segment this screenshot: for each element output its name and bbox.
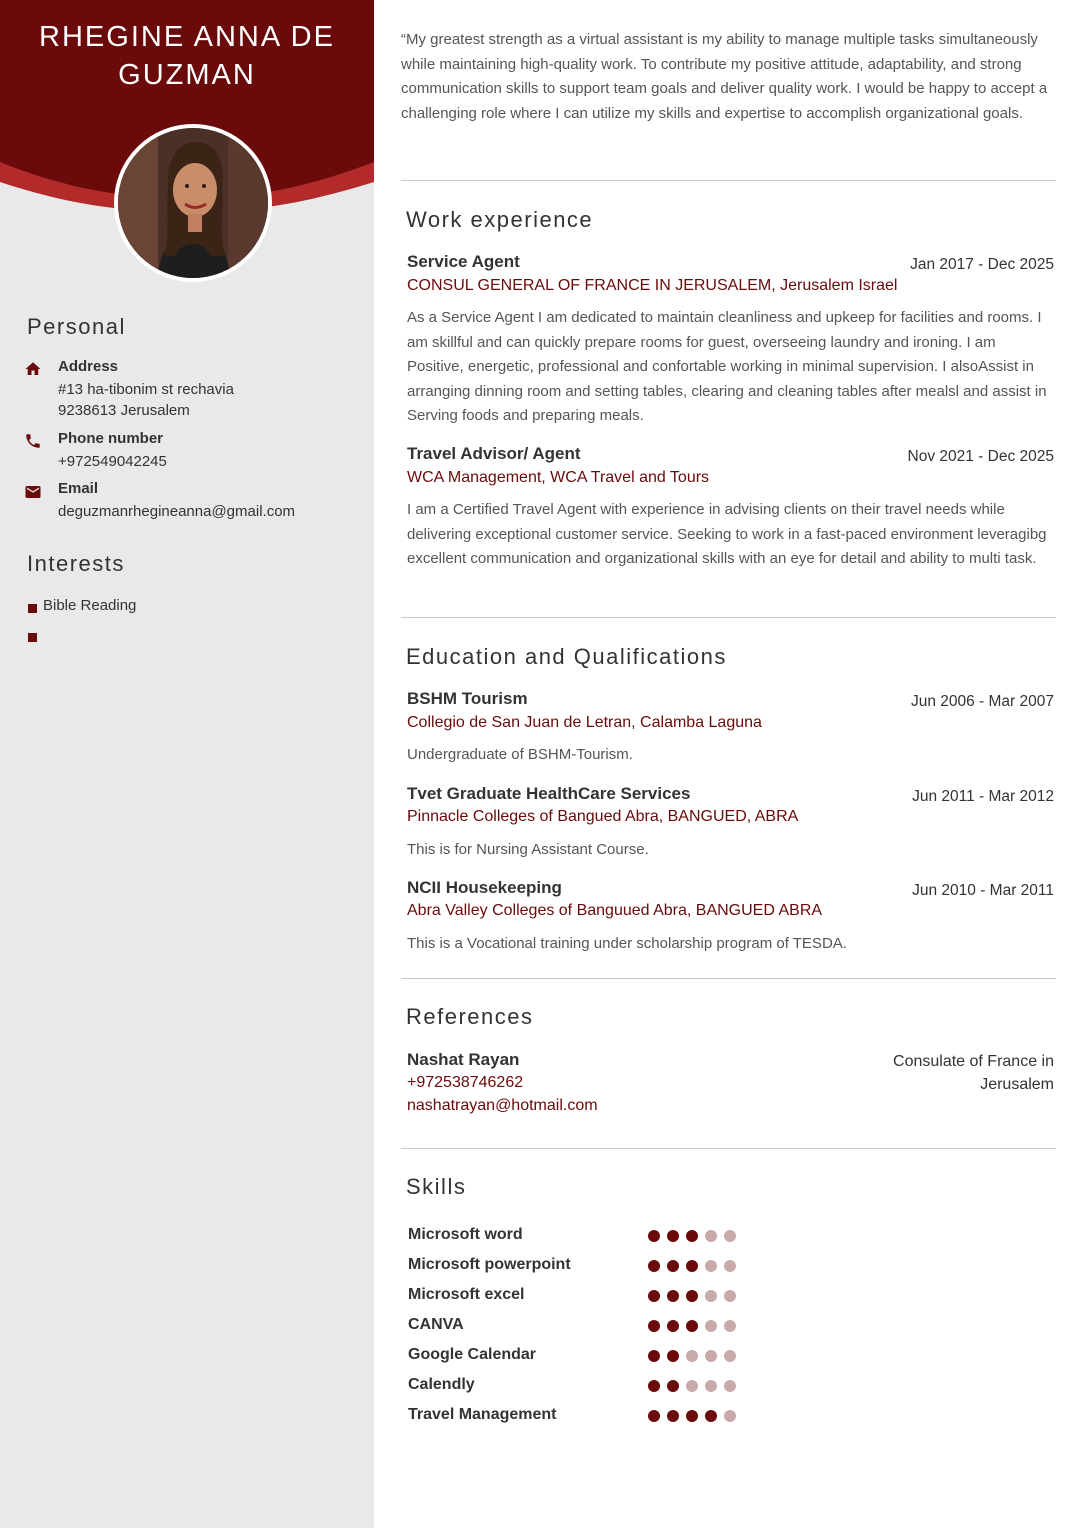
rating-dot-filled (648, 1410, 660, 1422)
skill-name: Microsoft excel (408, 1286, 525, 1303)
rating-dot-filled (667, 1410, 679, 1422)
personal-heading: Personal (27, 314, 126, 339)
education-title: Tvet Graduate HealthCare Services (407, 784, 691, 803)
email-value: deguzmanrhegineanna@gmail.com (58, 503, 296, 520)
rating-dot-filled (648, 1350, 660, 1362)
rating-dot-filled (686, 1260, 698, 1272)
skill-name: CANVA (408, 1316, 464, 1333)
reference-phone: +972538746262 (407, 1074, 524, 1091)
rating-dot-empty (724, 1230, 736, 1242)
skill-name: Microsoft powerpoint (408, 1256, 571, 1273)
skill-rating (648, 1260, 743, 1272)
skill-name: Calendly (408, 1376, 475, 1393)
skill-name: Travel Management (408, 1406, 557, 1423)
rating-dot-empty (724, 1380, 736, 1392)
job-description: As a Service Agent I am dedicated to maintain cleanliness and upkeep for facilities and rooms. I am skillful and can quickly prepare rooms for guest, overseeing laundry and ironing. I am Positive, energetic, professional and confortable working in minimal supervision. I alsoAssist in arranging dinning room and setting tables, clearing and cleaning tables after mealsl and assist in Serving foods and preparing meals. (407, 309, 1047, 424)
work-heading: Work experience (406, 207, 594, 232)
rating-dot-filled (648, 1320, 660, 1332)
bullet-icon (28, 633, 37, 642)
job-date: Jan 2017 - Dec 2025 (910, 256, 1054, 273)
skill-rating (648, 1410, 743, 1422)
rating-dot-filled (667, 1290, 679, 1302)
phone-value: +972549042245 (58, 453, 167, 470)
education-description: This is for Nursing Assistant Course. (407, 841, 649, 858)
education-institution: Abra Valley Colleges of Banguued Abra, BANGUED ABRA (407, 902, 823, 919)
rating-dot-empty (705, 1230, 717, 1242)
reference-organization (854, 1050, 1054, 1096)
profile-photo (114, 124, 272, 282)
education-date: Jun 2011 - Mar 2012 (912, 788, 1054, 805)
job-organization: WCA Management, WCA Travel and Tours (407, 469, 710, 486)
rating-dot-empty (724, 1290, 736, 1302)
divider (401, 180, 1056, 181)
email-icon (24, 483, 42, 501)
references-heading: References (406, 1004, 534, 1029)
divider (401, 1148, 1056, 1149)
reference-org-line-2: Jerusalem (980, 1076, 1054, 1093)
job-date: Nov 2021 - Dec 2025 (907, 448, 1054, 465)
skill-rating (648, 1290, 743, 1302)
home-icon (24, 360, 42, 378)
phone-label: Phone number (58, 430, 164, 447)
skills-heading: Skills (406, 1174, 467, 1199)
job-title: Service Agent (407, 252, 520, 271)
skill-rating (648, 1230, 743, 1242)
address-label: Address (58, 358, 119, 375)
rating-dot-empty (705, 1320, 717, 1332)
rating-dot-filled (705, 1410, 717, 1422)
rating-dot-filled (667, 1320, 679, 1332)
interest-item: Bible Reading (43, 597, 137, 614)
skill-rating (648, 1350, 743, 1362)
summary-text: “My greatest strength as a virtual assistant is my ability to manage multiple tasks simultaneously while maintaining high-quality work. To contribute my positive attitude, adaptability, and strong communication skills to support team goals and deliver quality work. I would be happy to accept a challenging role where I can utilize my skills and expertise to accomplish organizational goals. (401, 31, 1048, 122)
skill-rating (648, 1380, 743, 1392)
education-institution: Collegio de San Juan de Letran, Calamba Laguna (407, 714, 762, 731)
rating-dot-empty (724, 1320, 736, 1332)
skill-rating (648, 1320, 743, 1332)
rating-dot-filled (686, 1290, 698, 1302)
rating-dot-empty (724, 1350, 736, 1362)
education-description: This is a Vocational training under scholarship program of TESDA. (407, 935, 847, 952)
education-date: Jun 2006 - Mar 2007 (910, 693, 1054, 710)
rating-dot-filled (648, 1290, 660, 1302)
rating-dot-empty (686, 1350, 698, 1362)
rating-dot-empty (686, 1380, 698, 1392)
skill-name: Microsoft word (408, 1226, 523, 1243)
rating-dot-filled (686, 1230, 698, 1242)
job-description: I am a Certified Travel Agent with experience in advising clients on their travel needs while delivering exceptional customer service. Seeking to work in a fast-paced environment leveragibg excellent communication and organizational skills with an eye for detail and ability to multi task. (407, 501, 1047, 567)
education-heading: Education and Qualifications (406, 644, 727, 669)
rating-dot-filled (648, 1260, 660, 1272)
rating-dot-filled (667, 1230, 679, 1242)
main-content (374, 0, 1080, 1528)
candidate-name (0, 18, 374, 94)
rating-dot-filled (648, 1230, 660, 1242)
phone-icon (24, 432, 42, 450)
email-label: Email (58, 480, 99, 497)
rating-dot-filled (667, 1260, 679, 1272)
divider (401, 978, 1056, 979)
name-line-1: RHEGINE ANNA DE (39, 21, 335, 53)
reference-email[interactable]: nashatrayan@hotmail.com (407, 1097, 598, 1114)
rating-dot-filled (686, 1410, 698, 1422)
rating-dot-filled (667, 1350, 679, 1362)
reference-org-line-1: Consulate of France in (893, 1053, 1054, 1070)
rating-dot-empty (705, 1350, 717, 1362)
rating-dot-empty (724, 1410, 736, 1422)
job-title: Travel Advisor/ Agent (407, 444, 581, 463)
rating-dot-filled (648, 1380, 660, 1392)
education-institution: Pinnacle Colleges of Bangued Abra, BANGUED, ABRA (407, 808, 799, 825)
divider (401, 617, 1056, 618)
rating-dot-empty (705, 1290, 717, 1302)
interests-heading: Interests (27, 551, 125, 576)
bullet-icon (28, 604, 37, 613)
reference-name: Nashat Rayan (407, 1050, 520, 1069)
education-description: Undergraduate of BSHM-Tourism. (407, 746, 633, 763)
rating-dot-empty (705, 1380, 717, 1392)
rating-dot-filled (686, 1320, 698, 1332)
rating-dot-filled (667, 1380, 679, 1392)
education-title: BSHM Tourism (407, 689, 528, 708)
profile-photo-image (118, 128, 268, 278)
education-title: NCII Housekeeping (407, 878, 562, 897)
sidebar (0, 0, 374, 1528)
name-line-2: GUZMAN (118, 59, 256, 91)
rating-dot-empty (705, 1260, 717, 1272)
address-line-1: #13 ha-tibonim st rechavia (58, 381, 234, 398)
education-date: Jun 2010 - Mar 2011 (912, 882, 1054, 899)
rating-dot-empty (724, 1260, 736, 1272)
job-organization: CONSUL GENERAL OF FRANCE IN JERUSALEM, Jerusalem Israel (407, 277, 898, 294)
skill-name: Google Calendar (408, 1346, 537, 1363)
address-line-2: 9238613 Jerusalem (58, 402, 190, 419)
